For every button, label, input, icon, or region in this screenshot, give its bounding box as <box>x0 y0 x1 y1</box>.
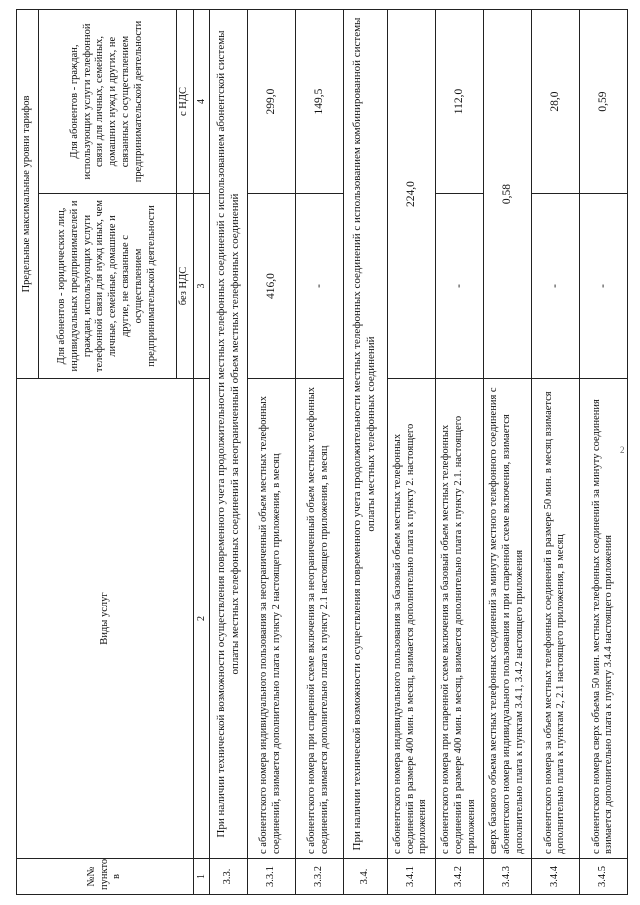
row-value-legal: - <box>531 194 579 379</box>
header-vat-citizens: с НДС <box>176 10 193 194</box>
row-value-combined: 224,0 <box>387 10 435 379</box>
section-title: При наличии технической возможности осуществления повременного учета продолжительности местных телефонных соединений с использованием абонентской системы оплаты местных телефонных соединений за неограниченный объем местных телефонных соединений <box>210 10 247 859</box>
row-num: 3.4. <box>343 859 387 895</box>
colnum-3: 3 <box>193 194 210 379</box>
row-num: 3.4.1 <box>387 859 435 895</box>
row-description: с абонентского номера индивидуального пользования за неограниченный объем местных телефонных соединений, взимается дополнительно плата к пункту 2 настоящего приложения, в месяц <box>247 379 295 859</box>
row-num: 3.4.4 <box>531 859 579 895</box>
colnum-4: 4 <box>193 10 210 194</box>
row-num: 3.4.3 <box>483 859 531 895</box>
header-citizens: Для абонентов - граждан, использующих услуги телефонной связи для личных, семейных, домашних нужд и других, не связанных с осуществлением предпринимательской деятельности <box>38 10 176 194</box>
header-num: №№ пункто в <box>17 859 194 895</box>
row-description: с абонентского номера сверх объема 50 мин. местных телефонных соединений за минуту соединения взимается дополнительно плата к пункту 3.4.4 настоящего приложения <box>579 379 627 859</box>
colnum-1: 1 <box>193 859 210 895</box>
row-value-citizens: 299,0 <box>247 10 295 194</box>
header-vat-legal: без НДС <box>176 194 193 379</box>
row-description: с абонентского номера за объем местных телефонных соединений в размере 50 мин. в месяц взимается дополнительно плата к пунктам 2, 2.1 настоящего приложения, в месяц <box>531 379 579 859</box>
row-description: сверх базового объема местных телефонных соединений за минуту местного телефонного соединения с абонентского номера индивидуального пользования и при спаренной схеме включения, взимается дополнительно плата к пунктам 3.4.1, 3.4.2 настоящего приложения <box>483 379 531 859</box>
header-levels: Предельные максимальные уровни тарифов <box>17 10 39 379</box>
tariff-table <box>16 9 628 895</box>
row-num: 3.3. <box>210 859 247 895</box>
colnum-2: 2 <box>193 379 210 859</box>
row-description: с абонентского номера индивидуального пользования за базовый объем местных телефонных соединений в размере 400 мин. в месяц, взимается дополнительно плата к пункту 2. настоящего приложения <box>387 379 435 859</box>
row-num: 3.3.2 <box>295 859 343 895</box>
row-num: 3.3.1 <box>247 859 295 895</box>
header-legal-entities: Для абонентов - юридических лиц, индивидуальных предпринимателей и граждан, использующих услуги телефонной связи для нужд иных, чем личные, семейные, домашние и другие, не связанные с осуществлением предпринимательской деятельности <box>38 194 176 379</box>
row-value-citizens: 112,0 <box>435 10 483 194</box>
row-value-combined: 0,58 <box>483 10 531 379</box>
row-value-citizens: 28,0 <box>531 10 579 194</box>
row-value-citizens: 0,59 <box>579 10 627 194</box>
header-services: Виды услуг <box>17 379 194 859</box>
page-mark: 2 <box>620 445 625 455</box>
row-description: с абонентского номера при спаренной схеме включения за неограниченный объем местных телефонных соединений, взимается дополнительно плата к пункту 2.1 настоящего приложения, в месяц <box>295 379 343 859</box>
row-num: 3.4.5 <box>579 859 627 895</box>
row-value-legal: - <box>579 194 627 379</box>
row-value-citizens: 149,5 <box>295 10 343 194</box>
section-title: При наличии технической возможности осуществления повременного учета продолжительности местных телефонных соединений с использованием комбинированной системы оплаты местных телефонных соединений <box>343 10 387 859</box>
row-value-legal: - <box>435 194 483 379</box>
row-description: с абонентского номера при спаренной схеме включения за базовый объем местных телефонных соединений в размере 400 мин. в месяц, взимается дополнительно плата к пункту 2.1. настоящего приложения <box>435 379 483 859</box>
row-value-legal: 416,0 <box>247 194 295 379</box>
row-value-legal: - <box>295 194 343 379</box>
row-num: 3.4.2 <box>435 859 483 895</box>
